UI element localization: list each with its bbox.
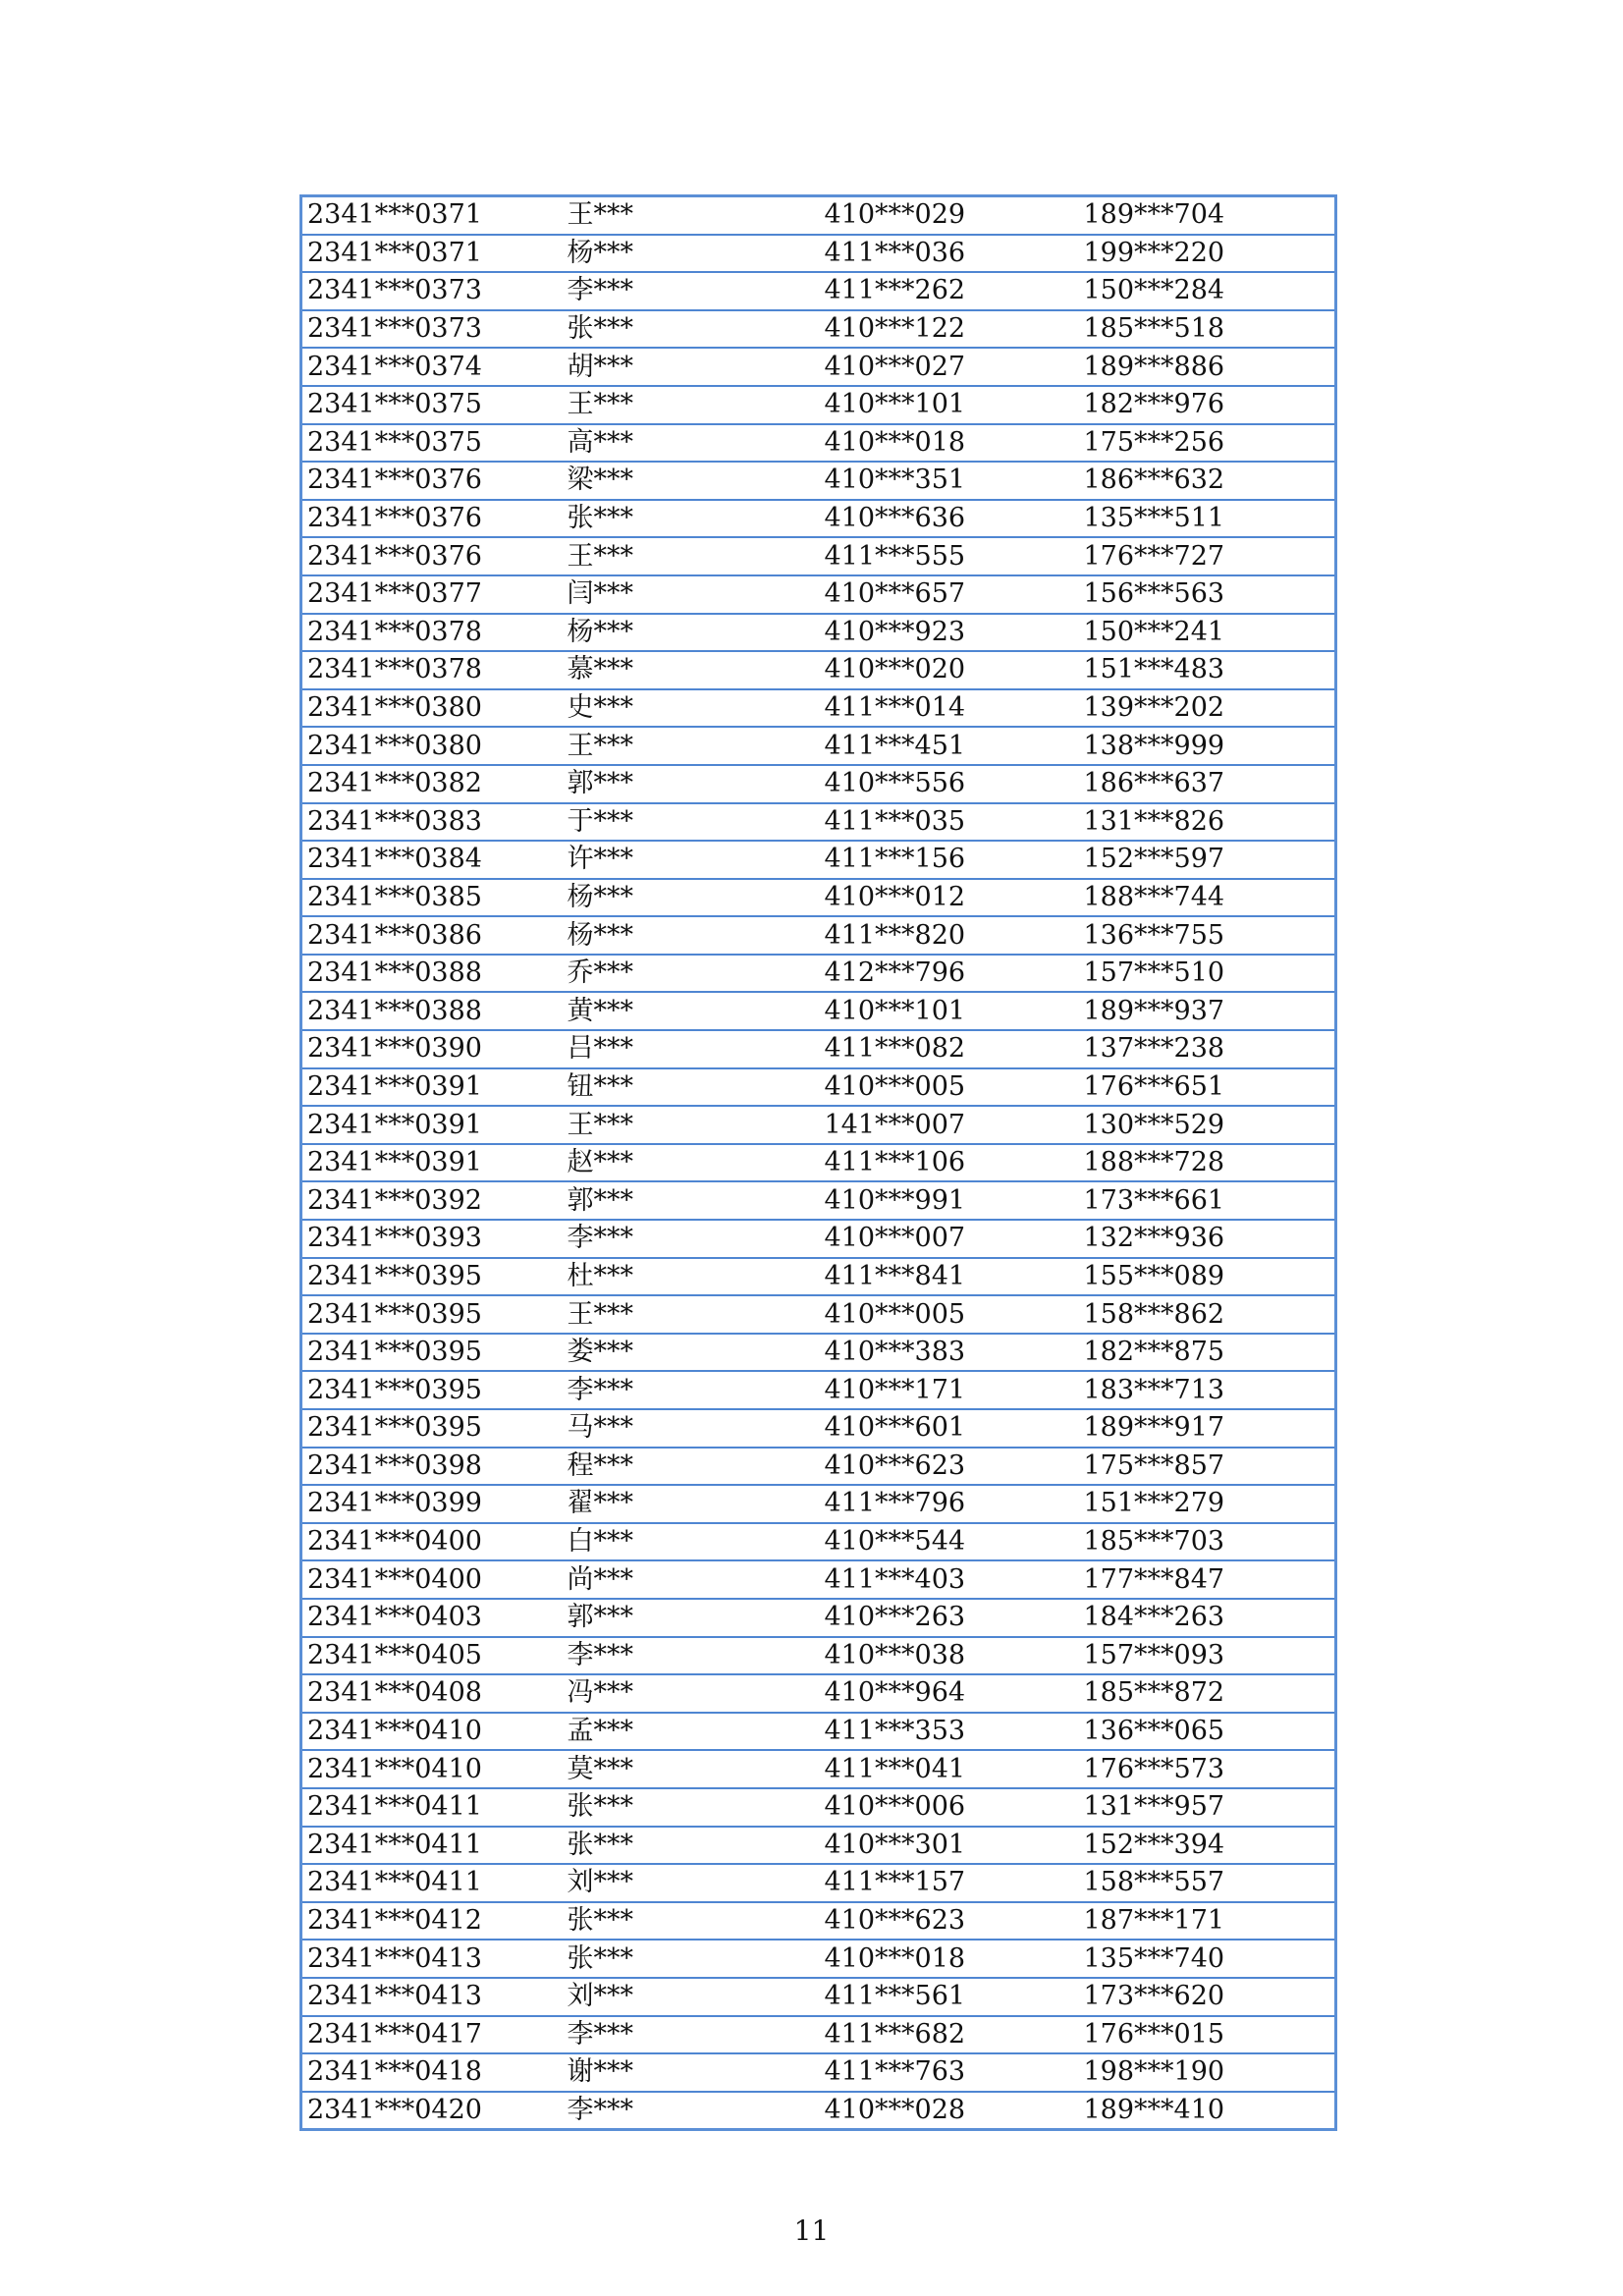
cell-name: 翟*** [563, 1485, 820, 1523]
cell-id-number: 2341***0373 [301, 310, 563, 349]
cell-id-number: 2341***0400 [301, 1560, 563, 1599]
cell-id-card: 410***623 [820, 1902, 1079, 1941]
cell-name: 杨*** [563, 879, 820, 917]
cell-phone: 189***410 [1079, 2092, 1336, 2130]
cell-phone: 189***704 [1079, 196, 1336, 235]
table-row [301, 575, 1336, 614]
cell-id-card: 411***353 [820, 1713, 1079, 1751]
cell-id-card: 411***106 [820, 1144, 1079, 1182]
cell-name: 张*** [563, 1827, 820, 1865]
cell-id-card: 411***014 [820, 689, 1079, 728]
cell-id-card: 410***038 [820, 1637, 1079, 1675]
cell-id-number: 2341***0377 [301, 575, 563, 614]
table-row [301, 1599, 1336, 1637]
page-number: 11 [793, 2214, 830, 2247]
cell-name: 杨*** [563, 235, 820, 273]
cell-id-number: 2341***0380 [301, 689, 563, 728]
cell-id-number: 2341***0388 [301, 955, 563, 993]
table-row [301, 1068, 1336, 1107]
table-row [301, 1978, 1336, 2016]
cell-phone: 158***557 [1079, 1864, 1336, 1902]
table-row [301, 537, 1336, 575]
table-row [301, 803, 1336, 842]
cell-name: 乔*** [563, 955, 820, 993]
cell-name: 胡*** [563, 348, 820, 386]
table-row [301, 765, 1336, 803]
cell-id-card: 410***006 [820, 1788, 1079, 1827]
table-row [301, 1409, 1336, 1448]
table-row [301, 1371, 1336, 1409]
cell-phone: 136***755 [1079, 916, 1336, 955]
cell-phone: 185***872 [1079, 1674, 1336, 1713]
table-row [301, 1258, 1336, 1296]
cell-id-number: 2341***0395 [301, 1371, 563, 1409]
table-row [301, 2053, 1336, 2092]
cell-phone: 156***563 [1079, 575, 1336, 614]
cell-id-card: 410***657 [820, 575, 1079, 614]
cell-id-card: 411***841 [820, 1258, 1079, 1296]
cell-id-number: 2341***0383 [301, 803, 563, 842]
cell-id-number: 2341***0382 [301, 765, 563, 803]
cell-name: 钮*** [563, 1068, 820, 1107]
cell-name: 娄*** [563, 1334, 820, 1372]
cell-phone: 176***015 [1079, 2016, 1336, 2054]
table-row [301, 1334, 1336, 1372]
table-row [301, 1181, 1336, 1220]
table-row [301, 2092, 1336, 2130]
cell-id-number: 2341***0411 [301, 1827, 563, 1865]
cell-phone: 182***976 [1079, 386, 1336, 424]
cell-id-number: 2341***0395 [301, 1258, 563, 1296]
cell-id-number: 2341***0380 [301, 727, 563, 765]
cell-name: 闫*** [563, 575, 820, 614]
table-row [301, 1030, 1336, 1068]
cell-id-card: 410***018 [820, 1940, 1079, 1978]
cell-id-number: 2341***0391 [301, 1144, 563, 1182]
cell-id-card: 411***156 [820, 841, 1079, 879]
cell-id-card: 411***763 [820, 2053, 1079, 2092]
table-row [301, 727, 1336, 765]
table-row [301, 235, 1336, 273]
table-row [301, 1827, 1336, 1865]
cell-phone: 157***093 [1079, 1637, 1336, 1675]
cell-name: 杨*** [563, 614, 820, 652]
cell-id-number: 2341***0378 [301, 651, 563, 689]
cell-name: 张*** [563, 500, 820, 538]
cell-phone: 185***518 [1079, 310, 1336, 349]
cell-id-number: 2341***0390 [301, 1030, 563, 1068]
cell-name: 张*** [563, 310, 820, 349]
table-row [301, 1750, 1336, 1788]
roster-table-body [301, 196, 1336, 2130]
table-row [301, 841, 1336, 879]
cell-phone: 175***256 [1079, 424, 1336, 463]
table-row [301, 196, 1336, 235]
cell-name: 马*** [563, 1409, 820, 1448]
table-row [301, 1940, 1336, 1978]
table-row [301, 1523, 1336, 1561]
cell-id-card: 410***007 [820, 1220, 1079, 1258]
cell-phone: 158***862 [1079, 1295, 1336, 1334]
table-row [301, 310, 1336, 349]
cell-id-number: 2341***0405 [301, 1637, 563, 1675]
cell-name: 王*** [563, 196, 820, 235]
cell-phone: 187***171 [1079, 1902, 1336, 1941]
cell-phone: 198***190 [1079, 2053, 1336, 2092]
cell-phone: 175***857 [1079, 1448, 1336, 1486]
table-row [301, 916, 1336, 955]
cell-phone: 188***728 [1079, 1144, 1336, 1182]
cell-id-number: 2341***0418 [301, 2053, 563, 2092]
cell-id-number: 2341***0371 [301, 196, 563, 235]
cell-name: 吕*** [563, 1030, 820, 1068]
cell-id-number: 2341***0413 [301, 1978, 563, 2016]
cell-phone: 135***740 [1079, 1940, 1336, 1978]
cell-id-card: 410***301 [820, 1827, 1079, 1865]
cell-phone: 152***597 [1079, 841, 1336, 879]
cell-id-number: 2341***0412 [301, 1902, 563, 1941]
cell-name: 白*** [563, 1523, 820, 1561]
cell-id-card: 411***403 [820, 1560, 1079, 1599]
cell-phone: 151***279 [1079, 1485, 1336, 1523]
table-row [301, 1902, 1336, 1941]
cell-name: 杨*** [563, 916, 820, 955]
table-row [301, 1295, 1336, 1334]
cell-id-card: 410***171 [820, 1371, 1079, 1409]
cell-phone: 184***263 [1079, 1599, 1336, 1637]
cell-name: 黄*** [563, 992, 820, 1030]
cell-id-number: 2341***0388 [301, 992, 563, 1030]
table-row [301, 1637, 1336, 1675]
cell-phone: 150***284 [1079, 272, 1336, 310]
cell-name: 王*** [563, 1295, 820, 1334]
cell-phone: 131***826 [1079, 803, 1336, 842]
cell-id-card: 410***964 [820, 1674, 1079, 1713]
cell-name: 刘*** [563, 1864, 820, 1902]
cell-phone: 189***886 [1079, 348, 1336, 386]
table-row [301, 1713, 1336, 1751]
cell-id-card: 410***101 [820, 992, 1079, 1030]
cell-id-card: 410***028 [820, 2092, 1079, 2130]
cell-phone: 132***936 [1079, 1220, 1336, 1258]
table-row [301, 462, 1336, 500]
cell-id-number: 2341***0398 [301, 1448, 563, 1486]
cell-name: 李*** [563, 2016, 820, 2054]
cell-id-card: 410***544 [820, 1523, 1079, 1561]
cell-name: 赵*** [563, 1144, 820, 1182]
table-row [301, 651, 1336, 689]
cell-name: 于*** [563, 803, 820, 842]
cell-phone: 185***703 [1079, 1523, 1336, 1561]
cell-id-card: 410***263 [820, 1599, 1079, 1637]
cell-phone: 151***483 [1079, 651, 1336, 689]
cell-id-card: 411***555 [820, 537, 1079, 575]
cell-name: 冯*** [563, 1674, 820, 1713]
cell-id-number: 2341***0375 [301, 386, 563, 424]
cell-id-card: 410***601 [820, 1409, 1079, 1448]
cell-phone: 157***510 [1079, 955, 1336, 993]
cell-name: 李*** [563, 2092, 820, 2130]
cell-phone: 176***651 [1079, 1068, 1336, 1107]
cell-phone: 135***511 [1079, 500, 1336, 538]
cell-id-card: 410***991 [820, 1181, 1079, 1220]
cell-id-card: 410***556 [820, 765, 1079, 803]
table-row [301, 614, 1336, 652]
cell-id-card: 410***020 [820, 651, 1079, 689]
cell-name: 孟*** [563, 1713, 820, 1751]
cell-phone: 176***727 [1079, 537, 1336, 575]
cell-id-number: 2341***0408 [301, 1674, 563, 1713]
cell-id-card: 410***005 [820, 1068, 1079, 1107]
cell-name: 李*** [563, 272, 820, 310]
cell-id-number: 2341***0400 [301, 1523, 563, 1561]
cell-name: 郭*** [563, 765, 820, 803]
roster-table [299, 194, 1337, 2131]
cell-name: 莫*** [563, 1750, 820, 1788]
table-row [301, 2016, 1336, 2054]
cell-name: 王*** [563, 537, 820, 575]
cell-id-card: 411***796 [820, 1485, 1079, 1523]
cell-phone: 139***202 [1079, 689, 1336, 728]
cell-phone: 177***847 [1079, 1560, 1336, 1599]
table-row [301, 1448, 1336, 1486]
table-row [301, 689, 1336, 728]
cell-phone: 182***875 [1079, 1334, 1336, 1372]
cell-id-card: 141***007 [820, 1106, 1079, 1144]
cell-phone: 173***620 [1079, 1978, 1336, 2016]
cell-name: 杜*** [563, 1258, 820, 1296]
cell-name: 张*** [563, 1940, 820, 1978]
cell-name: 梁*** [563, 462, 820, 500]
cell-name: 张*** [563, 1788, 820, 1827]
cell-id-number: 2341***0376 [301, 500, 563, 538]
cell-id-number: 2341***0403 [301, 1599, 563, 1637]
cell-name: 谢*** [563, 2053, 820, 2092]
cell-name: 刘*** [563, 1978, 820, 2016]
cell-id-number: 2341***0410 [301, 1750, 563, 1788]
cell-id-number: 2341***0374 [301, 348, 563, 386]
cell-phone: 136***065 [1079, 1713, 1336, 1751]
cell-id-card: 411***561 [820, 1978, 1079, 2016]
cell-id-card: 411***262 [820, 272, 1079, 310]
table-row [301, 1485, 1336, 1523]
cell-id-number: 2341***0376 [301, 537, 563, 575]
cell-id-number: 2341***0417 [301, 2016, 563, 2054]
cell-id-card: 410***101 [820, 386, 1079, 424]
cell-name: 李*** [563, 1637, 820, 1675]
cell-id-card: 410***351 [820, 462, 1079, 500]
cell-id-number: 2341***0395 [301, 1409, 563, 1448]
cell-id-card: 410***636 [820, 500, 1079, 538]
table-row [301, 348, 1336, 386]
cell-name: 程*** [563, 1448, 820, 1486]
cell-id-number: 2341***0391 [301, 1106, 563, 1144]
table-row [301, 1788, 1336, 1827]
cell-id-card: 412***796 [820, 955, 1079, 993]
cell-id-card: 411***082 [820, 1030, 1079, 1068]
cell-id-card: 410***012 [820, 879, 1079, 917]
table-row [301, 500, 1336, 538]
cell-id-number: 2341***0391 [301, 1068, 563, 1107]
cell-name: 高*** [563, 424, 820, 463]
cell-name: 郭*** [563, 1181, 820, 1220]
cell-id-card: 411***036 [820, 235, 1079, 273]
cell-phone: 176***573 [1079, 1750, 1336, 1788]
cell-id-card: 410***383 [820, 1334, 1079, 1372]
cell-name: 王*** [563, 1106, 820, 1144]
cell-id-number: 2341***0411 [301, 1788, 563, 1827]
cell-id-card: 411***820 [820, 916, 1079, 955]
cell-id-card: 410***027 [820, 348, 1079, 386]
cell-id-card: 411***682 [820, 2016, 1079, 2054]
cell-id-number: 2341***0386 [301, 916, 563, 955]
cell-name: 慕*** [563, 651, 820, 689]
table-row [301, 1674, 1336, 1713]
cell-id-number: 2341***0375 [301, 424, 563, 463]
cell-id-card: 410***005 [820, 1295, 1079, 1334]
table-row [301, 1560, 1336, 1599]
cell-id-number: 2341***0411 [301, 1864, 563, 1902]
cell-name: 王*** [563, 727, 820, 765]
cell-name: 李*** [563, 1371, 820, 1409]
table-row [301, 955, 1336, 993]
cell-id-card: 410***029 [820, 196, 1079, 235]
table-row [301, 424, 1336, 463]
cell-phone: 189***917 [1079, 1409, 1336, 1448]
cell-phone: 186***632 [1079, 462, 1336, 500]
cell-name: 史*** [563, 689, 820, 728]
cell-id-number: 2341***0395 [301, 1295, 563, 1334]
cell-phone: 152***394 [1079, 1827, 1336, 1865]
cell-name: 李*** [563, 1220, 820, 1258]
cell-phone: 155***089 [1079, 1258, 1336, 1296]
cell-id-number: 2341***0395 [301, 1334, 563, 1372]
cell-id-number: 2341***0393 [301, 1220, 563, 1258]
cell-id-card: 411***035 [820, 803, 1079, 842]
cell-name: 许*** [563, 841, 820, 879]
cell-id-card: 410***623 [820, 1448, 1079, 1486]
cell-id-card: 411***041 [820, 1750, 1079, 1788]
cell-phone: 199***220 [1079, 235, 1336, 273]
cell-id-card: 411***157 [820, 1864, 1079, 1902]
cell-phone: 137***238 [1079, 1030, 1336, 1068]
table-row [301, 879, 1336, 917]
table-row [301, 1220, 1336, 1258]
cell-name: 尚*** [563, 1560, 820, 1599]
cell-id-number: 2341***0413 [301, 1940, 563, 1978]
cell-phone: 188***744 [1079, 879, 1336, 917]
cell-id-card: 410***018 [820, 424, 1079, 463]
cell-id-number: 2341***0385 [301, 879, 563, 917]
cell-id-number: 2341***0392 [301, 1181, 563, 1220]
cell-id-number: 2341***0378 [301, 614, 563, 652]
cell-phone: 186***637 [1079, 765, 1336, 803]
table-row [301, 1864, 1336, 1902]
cell-id-number: 2341***0420 [301, 2092, 563, 2130]
cell-id-card: 410***122 [820, 310, 1079, 349]
cell-id-number: 2341***0399 [301, 1485, 563, 1523]
cell-name: 王*** [563, 386, 820, 424]
cell-id-card: 410***923 [820, 614, 1079, 652]
table-row [301, 386, 1336, 424]
cell-phone: 131***957 [1079, 1788, 1336, 1827]
cell-id-number: 2341***0410 [301, 1713, 563, 1751]
cell-id-number: 2341***0373 [301, 272, 563, 310]
cell-id-card: 411***451 [820, 727, 1079, 765]
cell-id-number: 2341***0376 [301, 462, 563, 500]
table-row [301, 1144, 1336, 1182]
cell-phone: 138***999 [1079, 727, 1336, 765]
table-row [301, 1106, 1336, 1144]
cell-id-number: 2341***0384 [301, 841, 563, 879]
cell-phone: 130***529 [1079, 1106, 1336, 1144]
cell-phone: 183***713 [1079, 1371, 1336, 1409]
cell-phone: 173***661 [1079, 1181, 1336, 1220]
cell-name: 张*** [563, 1902, 820, 1941]
cell-id-number: 2341***0371 [301, 235, 563, 273]
table-row [301, 992, 1336, 1030]
cell-name: 郭*** [563, 1599, 820, 1637]
cell-phone: 189***937 [1079, 992, 1336, 1030]
cell-phone: 150***241 [1079, 614, 1336, 652]
table-row [301, 272, 1336, 310]
